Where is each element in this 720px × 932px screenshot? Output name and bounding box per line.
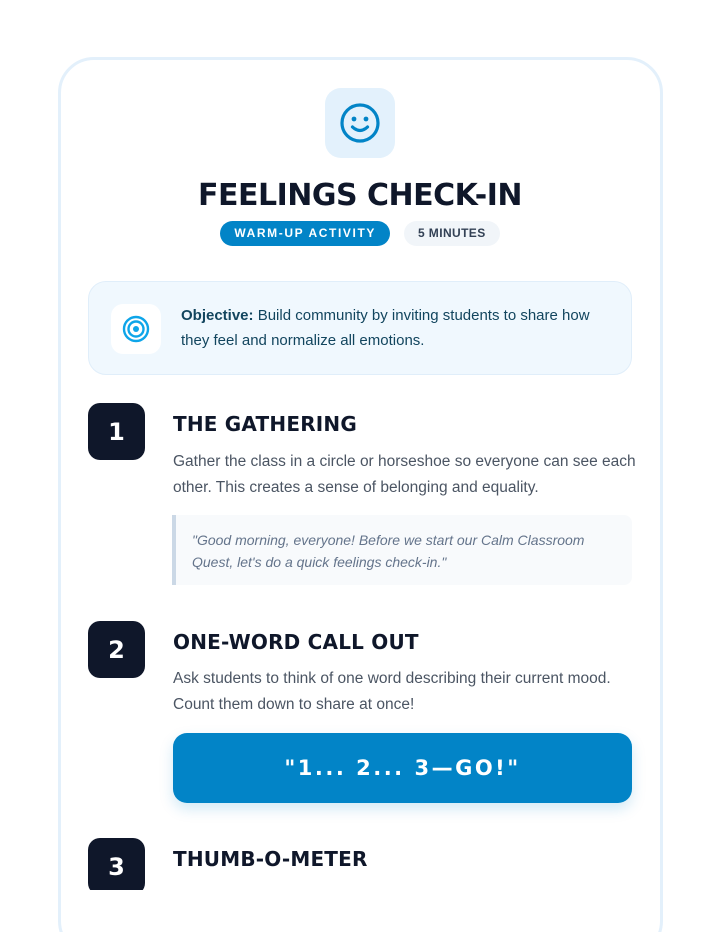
step-1-title: THE GATHERING xyxy=(173,412,357,436)
duration-badge: 5 MINUTES xyxy=(404,221,500,246)
objective-text xyxy=(181,303,611,353)
step-2-description: Ask students to think of one word describing their current mood. Count them down to share at once! xyxy=(173,670,611,713)
tag-row xyxy=(0,221,720,246)
countdown-call-out-button[interactable]: "1... 2... 3—GO!" xyxy=(173,733,632,803)
step-2-number-badge: 2 xyxy=(88,621,145,678)
smiley-face-icon xyxy=(325,88,395,158)
step-3-number-badge: 3 xyxy=(88,838,145,890)
step-1-number-badge: 1 xyxy=(88,403,145,460)
step-1-description: Gather the class in a circle or horseshoe so everyone can see each other. This creates a sense of belonging and equality. xyxy=(173,453,636,496)
step-2-title: ONE-WORD CALL OUT xyxy=(173,630,419,654)
target-icon xyxy=(111,304,161,354)
objective-panel xyxy=(88,281,632,375)
activity-type-badge: WARM-UP ACTIVITY xyxy=(220,221,390,246)
objective-description: Build community by inviting students to share how they feel and normalize all emotions. xyxy=(181,307,590,349)
step-1-quote: "Good morning, everyone! Before we start our Calm Classroom Quest, let's do a quick feelings check-in." xyxy=(172,515,632,585)
page-title: FEELINGS CHECK-IN xyxy=(197,178,523,213)
step-3-title: THUMB-O-METER xyxy=(173,847,368,871)
objective-label: Objective: xyxy=(181,307,254,324)
